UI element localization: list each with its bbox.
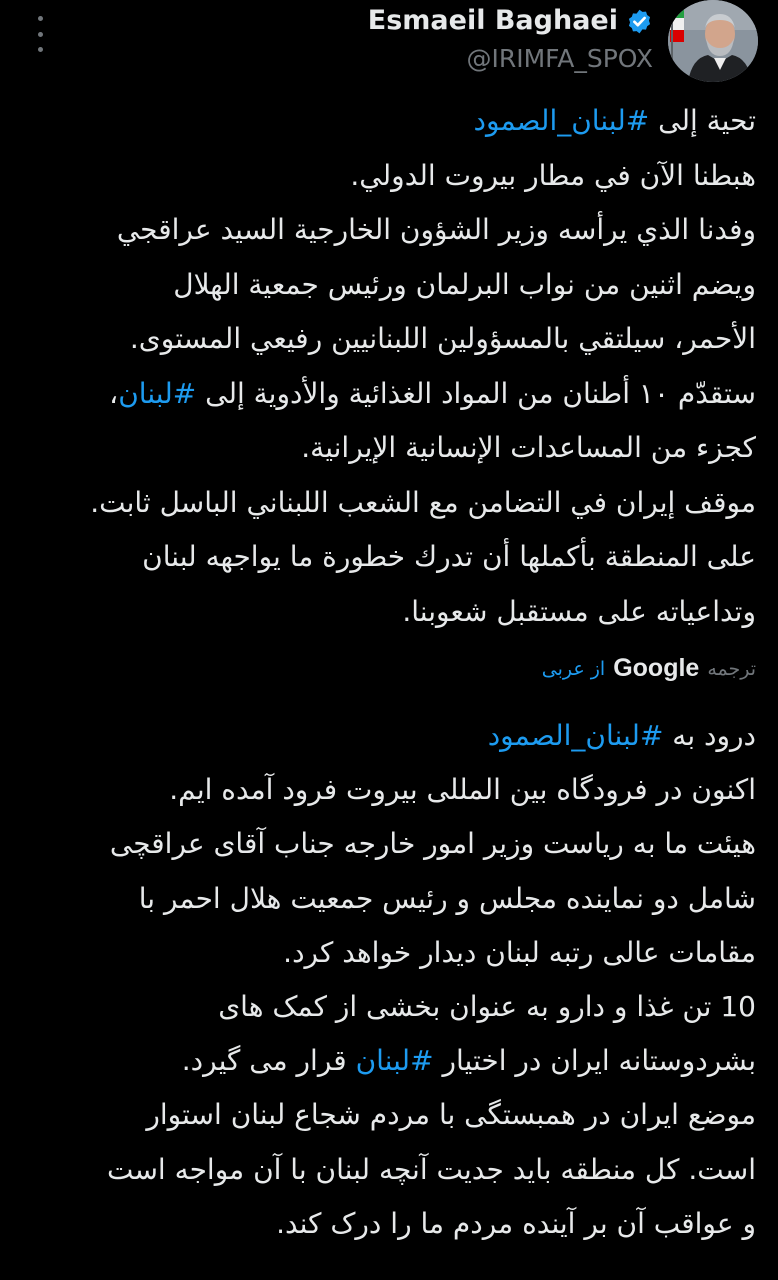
translation-text-segment: قرار می گیرد. [181,1044,356,1078]
author-info[interactable] [368,4,653,76]
tweet-text-segment: ستقدّم ١٠ أطنان من المواد الغذائية والأدوية إلى [196,376,756,410]
translated-text [16,709,756,1251]
tweet-line: كجزء من المساعدات الإنسانية الإيرانية. [301,431,756,464]
tweet-text [16,94,756,639]
translation-line: مقامات عالی رتبه لبنان دیدار خواهد کرد. [283,935,756,969]
tweet-line: هبطنا الآن في مطار بيروت الدولي. [350,158,756,192]
author-name-row [368,4,653,38]
verified-badge-icon [626,8,653,35]
hashtag-link[interactable]: #لبنان [355,1044,434,1078]
tweet-line [16,367,756,422]
hashtag-link[interactable]: #لبنان [118,376,197,410]
tweet-line: ويضم اثنين من نواب البرلمان ورئيس جمعية الهلال [173,267,756,301]
more-options-icon[interactable] [30,16,50,52]
avatar[interactable] [668,0,758,82]
tweet-line [16,94,756,149]
tweet-header [0,0,778,90]
translation-text-segment: بشردوستانه ایران در اختیار [433,1044,756,1078]
avatar-photo [668,0,758,82]
translation-line: اکنون در فرودگاه بین المللی بیروت فرود آمده ایم. [169,773,756,807]
tweet-line: الأحمر، سيلتقي بالمسؤولين اللبنانيين رفيعي المستوى. [129,322,756,355]
google-logo: Google [613,654,700,682]
translate-label[interactable]: ترجمه [707,657,756,680]
translation-line: موضع ایران در همبستگی با مردم شجاع لبنان استوار [146,1098,756,1132]
translation-line: 10 تن غذا و دارو به عنوان بخشی از کمک های [218,990,756,1024]
translation-line [16,1034,756,1088]
tweet-line: وفدنا الذي يرأسه وزير الشؤون الخارجية السيد عراقجي [116,213,756,246]
translation-line: هیئت ما به ریاست وزیر امور خارجه جناب آقای عراقچی [109,827,756,861]
translation-line: شامل دو نماینده مجلس و رئیس جمعیت هلال احمر با [138,881,756,915]
author-handle[interactable]: @IRIMFA_SPOX [466,44,653,73]
tweet-line: موقف إيران في التضامن مع الشعب اللبناني الباسل ثابت. [90,485,756,519]
translation-line: است. کل منطقه باید جدیت آنچه لبنان با آن مواجه است [106,1152,756,1186]
tweet-line: وتداعياته على مستقبل شعوبنا. [402,594,756,628]
hashtag-link[interactable]: #لبنان_الصمود [473,104,650,137]
tweet-line: على المنطقة بأكملها أن تدرك خطورة ما يواجهه لبنان [142,540,756,573]
source-language-link[interactable]: از عربی [541,657,606,680]
author-name[interactable]: Esmaeil Baghaei [367,5,618,36]
translation-bar [16,654,756,683]
tweet-text-segment: ، [109,376,119,410]
translation-line: و عواقب آن بر آینده مردم ما را درک کند. [276,1206,756,1240]
tweet-text-segment: تحية إلى [649,104,756,137]
hashtag-link[interactable]: #لبنان_الصمود [487,719,664,752]
translation-line [16,709,756,763]
translation-text-segment: درود به [663,719,756,752]
